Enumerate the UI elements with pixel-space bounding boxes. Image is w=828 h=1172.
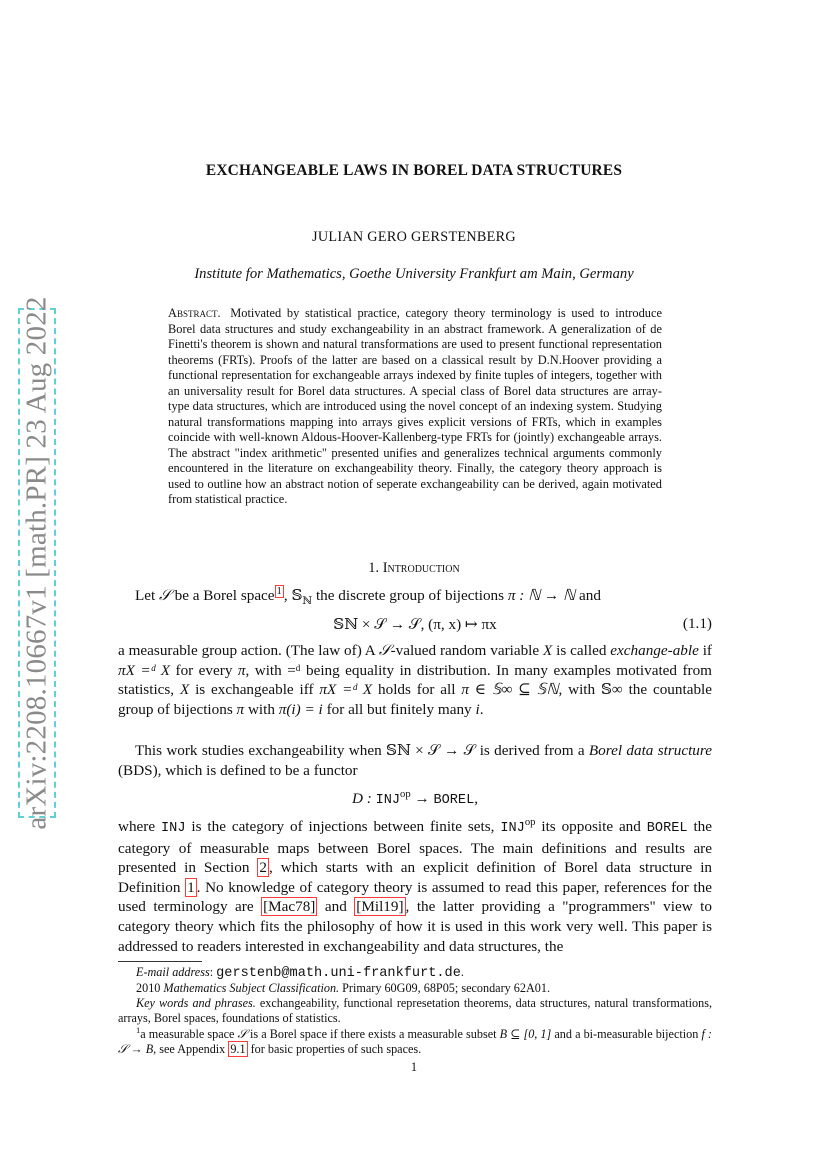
appendix-link[interactable]: 9.1 bbox=[230, 1042, 246, 1057]
page-number: 1 bbox=[410, 1060, 418, 1074]
footnote-1: $^1$a measurable space 𝒮 is a Borel space if there exists a measurable subset B ⊆ [0, 1] and a bi-measurable bijection f : 𝒮 → B, see Appendix 9.1 for basic properties of such spaces. bbox=[118, 1024, 712, 1057]
footnote-keywords: Key words and phrases. exchangeability, functional represetation theorems, data structures, natural transformations, arrays, Borel spaces, foundations of statistics. bbox=[118, 996, 712, 1026]
footnote-rule bbox=[118, 961, 202, 962]
abstract bbox=[168, 306, 662, 508]
affiliation: Institute for Mathematics, Goethe University Frankfurt am Main, Germany bbox=[194, 266, 634, 282]
paragraph-intro-1: Let 𝒮 be a Borel space $^1$ , 𝕊$_ℕ$ the discrete group of bijections π : ℕ → ℕ and bbox=[135, 585, 601, 608]
footnote-link-1[interactable]: 1 bbox=[276, 585, 282, 597]
citation-link-mac78[interactable]: [Mac78] bbox=[263, 898, 316, 916]
email-address[interactable]: gerstenb@math.uni-frankfurt.de bbox=[216, 966, 461, 981]
section-link[interactable]: 2 bbox=[259, 859, 268, 877]
paper-title: EXCHANGEABLE LAWS IN BOREL DATA STRUCTURES bbox=[205, 162, 623, 179]
equation-1-1-number: (1.1) bbox=[682, 615, 712, 632]
abstract-text: Motivated by statistical practice, category theory terminology is used to introduce Borel data structures and study exchangeability in an abstract framework. A generalization of de Finetti's theorem is shown and natural transformations are used to present functional representation theorems (FRTs). Proofs of the latter are based on a classical result by D.N.Hoover providing a functional representation for exchangeable arrays indexed by finite tuples of integers, together with an universality result for Borel data structures. A special class of Borel data structures are array-type data structures, which are introduced using the novel concept of an indexing system. Studying natural transformations mapping into arrays gives explicit versions of FRTs, which in examples coincide with well-known Aldous-Hoover-Kallenberg-type FRTs for (jointly) exchangeable arrays. The abstract "index arithmetic" presented unifies and generalizes technical arguments commonly encountered in the literature on exchangeability theory. Finally, the category theory approach is used to outline how an abstract notion of seperate exchangeability can be derived, again motivated from statistical practice. bbox=[168, 306, 662, 506]
footnote-email: E-mail address: gerstenb@math.uni-frankfurt.de. bbox=[136, 965, 464, 981]
citation-link-mil19[interactable]: [Mil19] bbox=[356, 898, 404, 916]
paragraph-intro-3: This work studies exchangeability when 𝕊ℕ × 𝒮 → 𝒮 is derived from a Borel data structure (BDS), which is defined to be a functor bbox=[118, 742, 712, 779]
equation-1-1-body: 𝕊ℕ × 𝒮 → 𝒮, (π, x) ↦ πx bbox=[333, 616, 497, 633]
paragraph-intro-2: a measurable group action. (The law of) A 𝒮-valued random variable X is called exchange-able if πX =ᵈ X for every π, with =ᵈ being equality in distribution. In many examples motivated from statistics, X is exchangeable iff πX =ᵈ X holds for all π ∈ 𝕊∞ ⊆ 𝕊ℕ, with 𝕊∞ the countable group of bijections π with π(i) = i for all but finitely many i. bbox=[118, 642, 713, 718]
section-title: Introduction bbox=[382, 560, 460, 576]
arxiv-stamp-text: arXiv:2208.10667v1 [math.PR] 23 Aug 2022 bbox=[20, 296, 53, 830]
equation-functor: D : $INJ^{op}$ → BOREL, bbox=[351, 788, 479, 808]
author: JULIAN GERO GERSTENBERG bbox=[312, 229, 516, 245]
footnote-msc: 2010 Mathematics Subject Classification. Primary 60G09, 68P05; secondary 62A01. bbox=[136, 981, 550, 995]
section-number: 1. bbox=[368, 560, 380, 576]
definition-link[interactable]: 1 bbox=[187, 878, 195, 896]
abstract-heading: Abstract. bbox=[168, 306, 221, 320]
paragraph-intro-4: where INJ is the category of injections between finite sets, $INJ^{op}$ its opposite and BOREL the category of measurable maps between Borel spaces. The main definitions and results are presented in Section 2 , which starts with an explicit definition of Borel data structure in Definition 1 . No knowledge of category theory is assumed to read this paper, references for the used terminology are [Mac78] and [Mil19] , the latter providing a "programmers" view to category theory which fits the philosophy of how it is used in this work very well. This paper is addressed to readers interested in exchangeability and data structures, the bbox=[118, 816, 713, 955]
section-heading bbox=[0, 560, 828, 577]
